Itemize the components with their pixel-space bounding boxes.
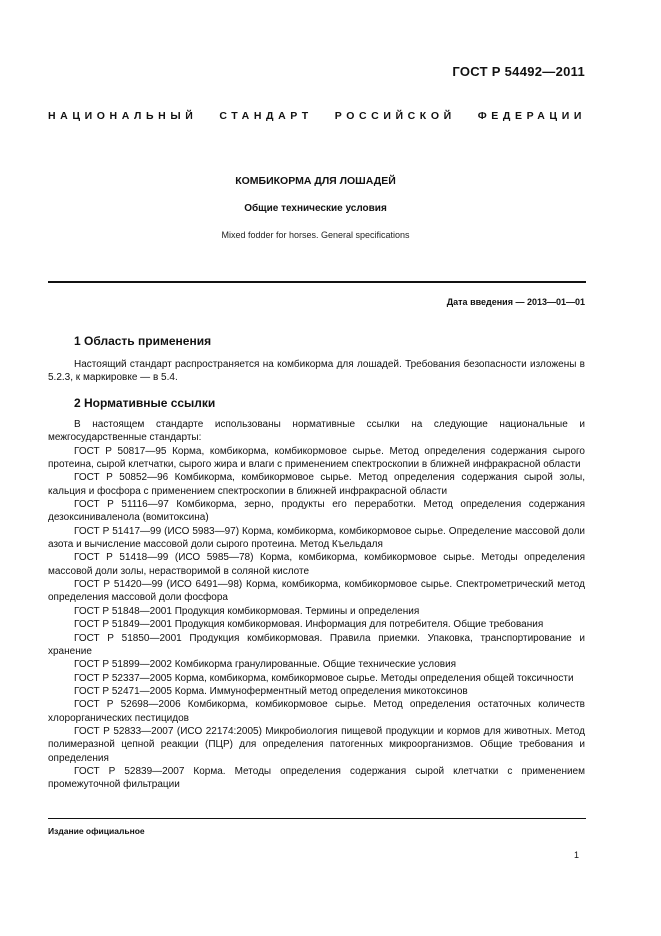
reference-item: ГОСТ Р 52337—2005 Корма, комбикорма, комбикормовое сырье. Методы определения общей токсичности [74, 672, 574, 684]
reference-item: ГОСТ Р 50817—95 Корма, комбикорма, комбикормовое сырье. Метод определения содержания сырого протеина, сырой клетчатки, сырого жира и влаги с применением спектроскопии в ближней инфракрасной области [48, 445, 585, 471]
standard-code: ГОСТ Р 54492—2011 [452, 64, 585, 79]
section-1-text: Настоящий стандарт распространяется на комбикорма для лошадей. Требования безопасности изложены в 5.2.3, к маркировке — в 5.4. [48, 359, 585, 384]
introduction-date: Дата введения — 2013—01—01 [446, 297, 585, 307]
national-standard-banner: НАЦИОНАЛЬНЫЙ СТАНДАРТ РОССИЙСКОЙ ФЕДЕРАЦИИ [48, 110, 586, 122]
reference-item: ГОСТ Р 51848—2001 Продукция комбикормовая. Термины и определения [74, 605, 420, 617]
normative-references [48, 418, 585, 792]
document-subtitle: Общие технические условия [244, 203, 387, 214]
section-1-heading: 1 Область применения [74, 334, 212, 348]
document-title: КОМБИКОРМА ДЛЯ ЛОШАДЕЙ [235, 175, 396, 187]
english-title: Mixed fodder for horses. General specifications [221, 230, 410, 240]
reference-item: ГОСТ Р 51849—2001 Продукция комбикормовая. Информация для потребителя. Общие требования [74, 619, 544, 631]
reference-item: ГОСТ Р 52471—2005 Корма. Иммуноферментный метод определения микотоксинов [74, 685, 468, 697]
header-rule [48, 281, 586, 283]
reference-item: ГОСТ Р 50852—96 Комбикорма, комбикормовое сырье. Метод определения содержания сырой золы, кальция и фосфора с применением спектроскопии в ближней инфракрасной области [48, 472, 585, 497]
reference-item: ГОСТ Р 52698—2006 Комбикорма, комбикормовое сырье. Метод определения остаточных количеств хлорорганических пестицидов [48, 699, 585, 724]
reference-item: ГОСТ Р 52833—2007 (ИСО 22174:2005) Микробиология пищевой продукции и кормов для животных. Метод полимеразной цепной реакции (ПЦР) для определения патогенных микроорганизмов. Общие требования и определения [48, 725, 585, 764]
references-intro: В настоящем стандарте использованы нормативные ссылки на следующие национальные и межгосударственные стандарты: [48, 419, 585, 444]
reference-item: ГОСТ Р 51420—99 (ИСО 6491—98) Корма, комбикорма, комбикормовое сырье. Спектрометрический метод определения массовой доли фосфора [48, 579, 585, 604]
footer-rule [48, 818, 586, 819]
reference-item: ГОСТ Р 51899—2002 Комбикорма гранулированные. Общие технические условия [74, 659, 457, 671]
reference-item: ГОСТ Р 51116—97 Комбикорма, зерно, продукты его переработки. Метод определения содержания дезоксиниваленола (вомитоксина) [48, 499, 585, 524]
reference-item: ГОСТ Р 51418—99 (ИСО 5985—78) Корма, комбикорма, комбикормовое сырье. Методы определения массовой доли золы, нерастворимой в соляной кислоте [48, 552, 585, 577]
page-number: 1 [573, 850, 579, 860]
section-2-heading: 2 Нормативные ссылки [74, 396, 216, 410]
reference-item: ГОСТ Р 52839—2007 Корма. Методы определения содержания сырой клетчатки с применением промежуточной фильтрации [48, 765, 585, 791]
reference-item: ГОСТ Р 51850—2001 Продукция комбикормовая. Правила приемки. Упаковка, транспортирование и хранение [48, 632, 585, 657]
reference-item: ГОСТ Р 51417—99 (ИСО 5983—97) Корма, комбикорма, комбикормовое сырье. Определение массовой доли азота и вычисление массовой доли сырого протеина. Метод Къельдаля [48, 525, 585, 551]
edition-label: Издание официальное [48, 826, 145, 836]
